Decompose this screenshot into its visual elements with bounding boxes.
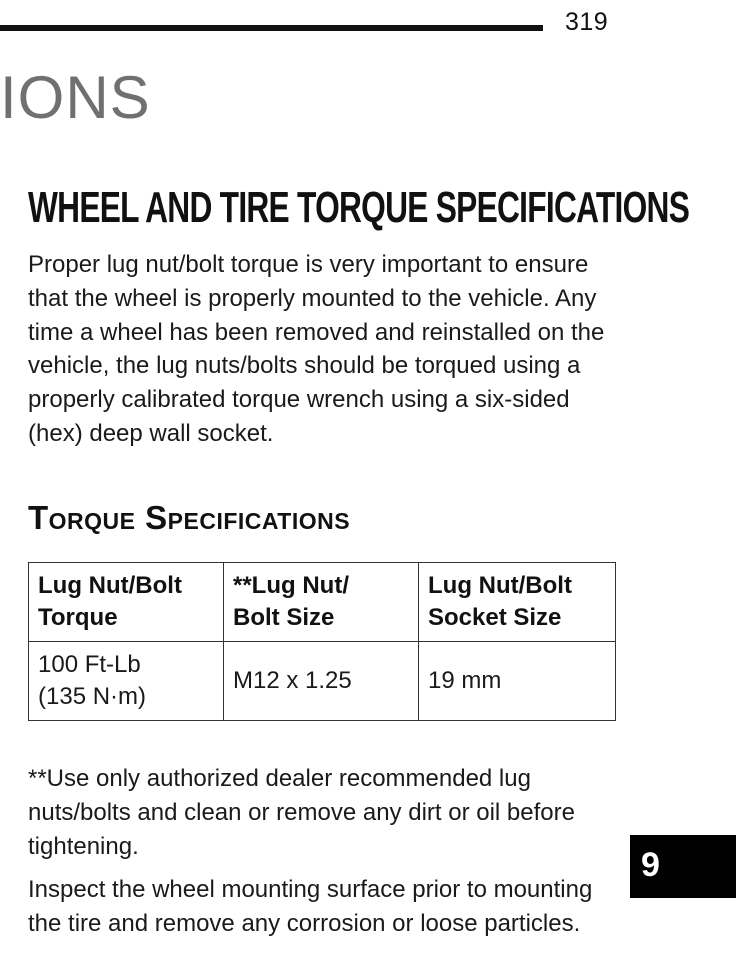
header-line: Bolt Size [233,603,335,631]
header-line: Lug Nut/Bolt [38,571,182,599]
header-cell-socket-size [419,563,616,642]
header-line: Lug Nut/Bolt [428,571,572,599]
torque-spec-table [28,562,616,721]
header-cell-bolt-size [224,563,419,642]
article-title: WHEEL AND TIRE TORQUE SPECIFICATIONS [28,183,690,232]
header-line: **Lug Nut/ [233,571,349,599]
cell-torque-value [29,642,224,721]
header-line: Torque [38,603,118,631]
chapter-tab [630,835,736,898]
chapter-number: 9 [641,846,660,884]
cell-socket-size-value [419,642,616,721]
header-cell-torque [29,563,224,642]
table-row [29,642,616,721]
cell-line: 100 Ft-Lb [38,651,141,678]
page-number: 319 [565,8,609,36]
section-title-fragment: IONS [0,64,151,131]
cell-line: M12 x 1.25 [233,667,352,694]
intro-paragraph: Proper lug nut/bolt torque is very important to ensure that the wheel is properly mounted to the vehicle. Any time a wheel has been removed and reinstalled on the vehicle, the lug nuts/bolts should be torqued using a properly calibrated torque wrench using a six-sided (hex) deep wall socket. [28,251,605,447]
section-subheading: Torque Specifications [28,499,351,536]
inspect-note-paragraph: Inspect the wheel mounting surface prior to mounting the tire and remove any corrosion or loose particles. [28,876,593,937]
cell-bolt-size-value [224,642,419,721]
cell-line: (135 N·m) [38,683,147,710]
dealer-note-paragraph: **Use only authorized dealer recommended lug nuts/bolts and clean or remove any dirt or oil before tightening. [28,765,575,860]
header-line: Socket Size [428,603,562,631]
cell-line: 19 mm [428,667,502,694]
header-rule [0,25,543,31]
table-header-row [29,563,616,642]
